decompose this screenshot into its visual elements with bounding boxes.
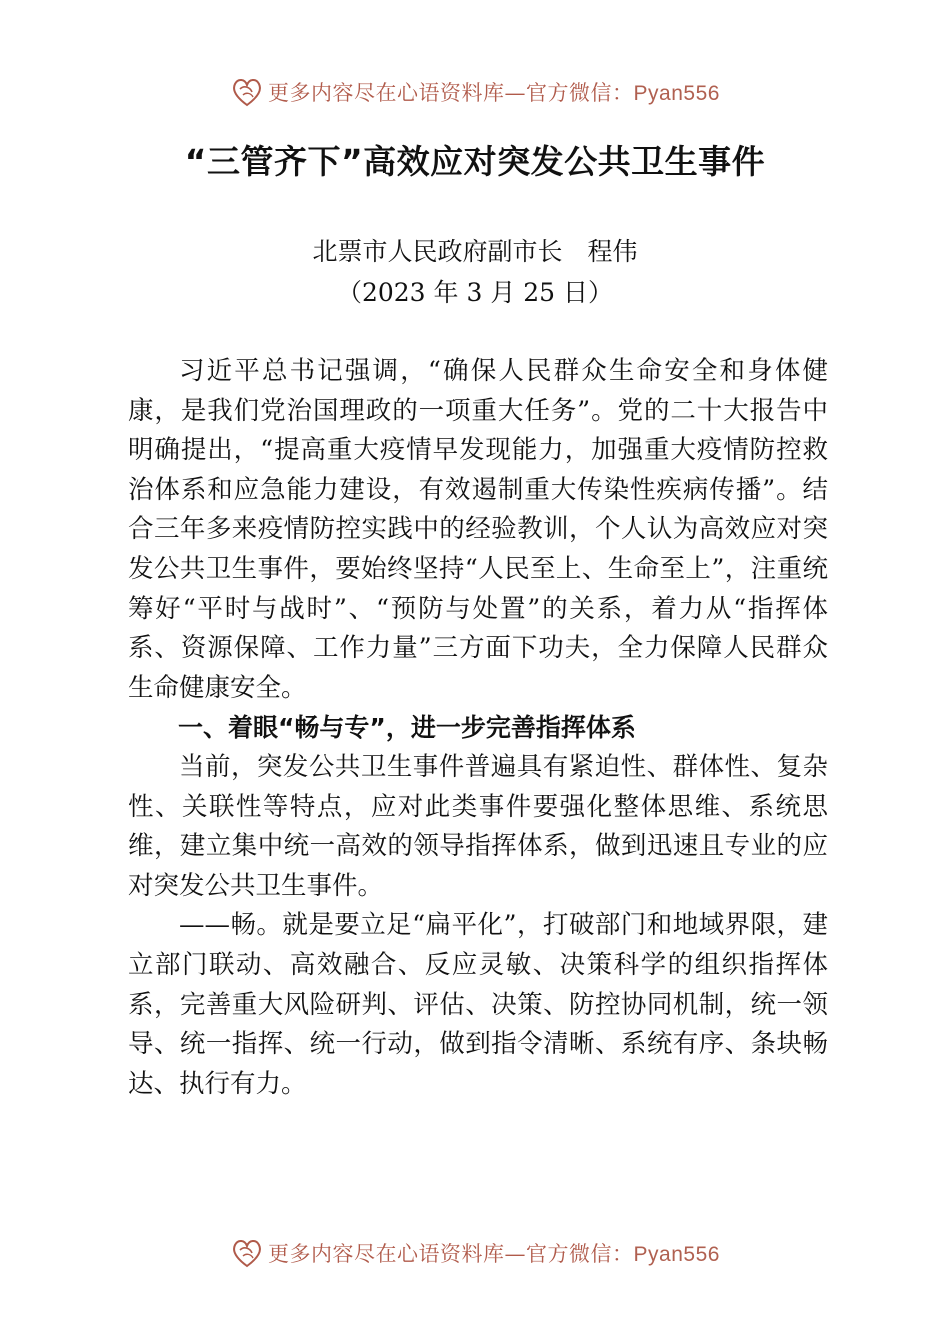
section-heading-1: 一、着眼“畅与专”，进一步完善指挥体系: [178, 713, 636, 743]
document-title: “三管齐下”高效应对突发公共卫生事件: [184, 142, 766, 181]
intro-paragraph: 习近平总书记强调，“确保人民群众生命安全和身体健康，是我们党治国理政的一项重大任务”。党的二十大报告中明确提出，“提高重大疫情早发现能力，加强重大疫情防控救治体系和应急能力建设，有效遏制重大传染性疾病传播”。结合三年多来疫情防控实践中的经验教训，个人认为高效应对突发公共卫生事件，要始终坚持“人民至上、生命至上”，注重统筹好“平时与战时”、“预防与处置”的关系，着力从“指挥体系、资源保障、工作力量”三方面下功夫，全力保障人民群众生命健康安全。: [128, 356, 828, 703]
date-line: （2023 年 3 月 25 日）: [336, 278, 614, 307]
watermark-text: 更多内容尽在心语资料库—官方微信：Pyan556: [268, 1242, 720, 1266]
wechat-id: Pyan556: [633, 82, 720, 105]
section-1-paragraph: 当前，突发公共卫生事件普遍具有紧迫性、群体性、复杂性、关联性等特点，应对此类事件要强化整体思维、系统思维，建立集中统一高效的领导指挥体系，做到迅速且专业的应对突发公共卫生事件。: [128, 751, 828, 901]
section-1-paragraph: ——畅。就是要立足“扁平化”，打破部门和地域界限，建立部门联动、高效融合、反应灵敏、决策科学的组织指挥体系，完善重大风险研判、评估、决策、防控协同机制，统一领导、统一指挥、统一行动，做到指令清晰、系统有序、条块畅达、执行有力。: [128, 910, 828, 1099]
watermark-banner-bottom: [0, 1233, 950, 1273]
author-line: 北票市人民政府副市长 程伟: [312, 237, 638, 266]
watermark-text: 更多内容尽在心语资料库—官方微信：Pyan556: [268, 81, 720, 105]
wechat-id: Pyan556: [633, 1243, 720, 1266]
heart-leaf-logo-icon: [230, 75, 264, 109]
watermark-banner-top: [0, 72, 950, 112]
heart-leaf-logo-icon: [230, 1236, 264, 1270]
document-body: [128, 352, 828, 1104]
